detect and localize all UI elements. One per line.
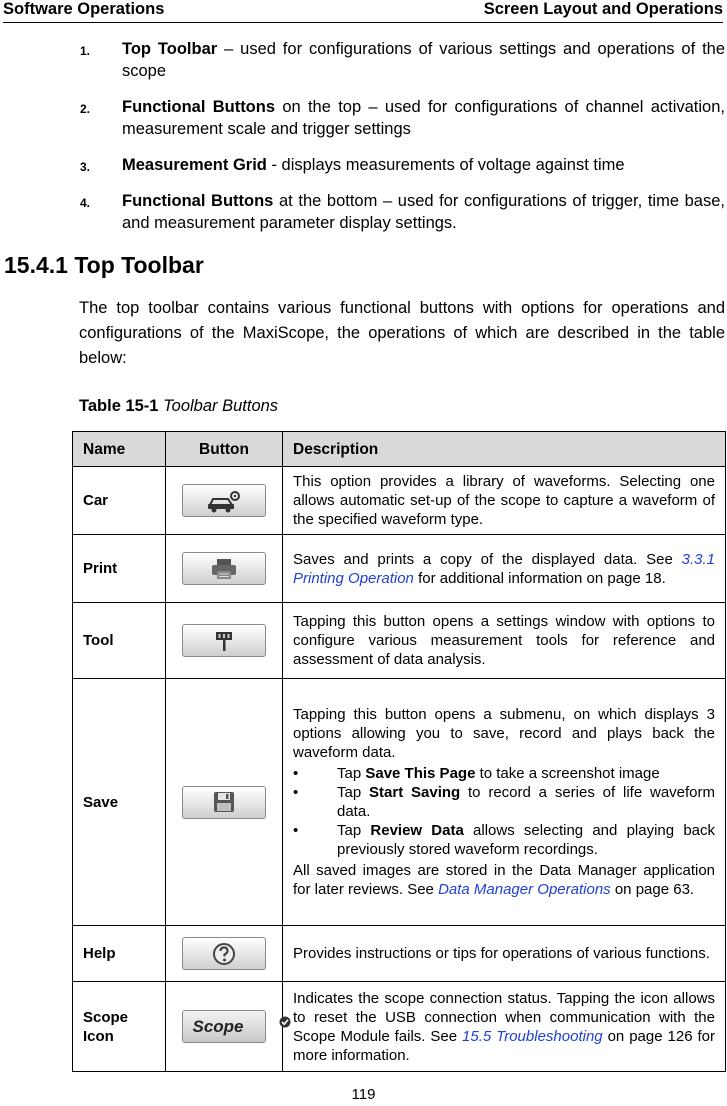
print-button[interactable] xyxy=(182,552,266,585)
row-description-end: on page 126 for more information. xyxy=(293,1027,715,1064)
troubleshooting-link[interactable]: 15.5 Troubleshooting xyxy=(462,1027,603,1045)
row-name: Car xyxy=(73,467,166,535)
list-item-bold: Top Toolbar xyxy=(122,40,218,58)
printer-icon xyxy=(209,557,239,581)
scope-button[interactable] xyxy=(182,1010,266,1043)
table-row xyxy=(73,926,726,982)
table-caption xyxy=(79,396,278,416)
header-right: Screen Layout and Operations xyxy=(483,0,723,18)
bullet-icon: • xyxy=(293,784,299,801)
scope-button-label: Scope xyxy=(192,1017,244,1036)
row-name: Print xyxy=(73,535,166,603)
table-row xyxy=(73,467,726,535)
list-item xyxy=(80,38,725,82)
tool-button[interactable] xyxy=(182,624,266,657)
row-name: Scope Icon xyxy=(73,982,166,1072)
list-number: 3. xyxy=(80,160,91,174)
table-row xyxy=(73,535,726,603)
scope-connection-icon xyxy=(183,1017,265,1036)
list-item xyxy=(293,764,715,783)
bullet-icon: • xyxy=(293,765,299,782)
bullet-bold: Start Saving xyxy=(369,784,461,801)
row-description: Provides instructions or tips for operations of various functions. xyxy=(283,926,726,982)
tool-icon xyxy=(212,629,236,653)
help-question-icon xyxy=(212,942,236,966)
save-outro-end: on page 63. xyxy=(610,881,695,898)
bullet-bold: Review Data xyxy=(370,822,464,839)
table-row xyxy=(73,679,726,926)
row-name: Save xyxy=(73,679,166,926)
row-description: Tapping this button opens a settings window with options to configure various measurement tools for reference and assessment of data analysis. xyxy=(283,603,726,679)
list-item xyxy=(80,96,725,140)
list-item-text: - displays measurements of voltage against time xyxy=(266,156,625,174)
row-description-end: for additional information on page 18. xyxy=(413,569,666,587)
column-header-description: Description xyxy=(283,432,726,467)
numbered-list xyxy=(80,38,725,248)
list-item-bold: Functional Buttons xyxy=(122,98,276,116)
bullet-text: Tap xyxy=(337,822,371,839)
section-title: 15.4.1 Top Toolbar xyxy=(4,252,204,278)
list-number: 2. xyxy=(80,102,91,116)
list-item xyxy=(80,154,725,176)
intro-paragraph: The top toolbar contains various functional buttons with options for operations and configurations of the MaxiScope, the operations of which are described in the table below: xyxy=(79,299,725,367)
bullet-text: Tap xyxy=(337,765,366,782)
table-caption-title: Toolbar Buttons xyxy=(163,397,279,415)
row-description: Saves and prints a copy of the displayed data. See xyxy=(293,550,682,568)
save-outro xyxy=(293,861,715,899)
save-outro-text: All saved images are stored in the Data Manager application for later reviews. See xyxy=(293,862,715,898)
table-header-row xyxy=(73,432,726,467)
toolbar-buttons-table xyxy=(72,431,726,1072)
bullet-text: to take a screenshot image xyxy=(475,765,660,782)
header-left: Software Operations xyxy=(3,0,165,18)
row-name: Help xyxy=(73,926,166,982)
list-item xyxy=(80,190,725,234)
list-item-text: – used for configurations of various settings and operations of the scope xyxy=(122,40,726,80)
list-item-text: on the top – used for configurations of channel activation, measurement scale and trigger settings xyxy=(122,98,725,138)
check-icon xyxy=(279,1016,291,1028)
bullet-text: Tap xyxy=(337,784,370,801)
row-name: Tool xyxy=(73,603,166,679)
list-number: 1. xyxy=(80,44,91,58)
list-item-text: at the bottom – used for configurations of trigger, time base, and measurement parameter display settings. xyxy=(122,192,725,232)
bullet-bold: Save This Page xyxy=(365,765,476,782)
list-number: 4. xyxy=(80,196,91,210)
list-item xyxy=(293,821,715,859)
bullet-icon: • xyxy=(293,822,299,839)
list-item-bold: Measurement Grid xyxy=(122,156,267,174)
list-item xyxy=(293,783,715,821)
column-header-name: Name xyxy=(73,432,166,467)
bullet-text: to record a series of life waveform data. xyxy=(337,784,716,820)
row-description: Indicates the scope connection status. Tapping the icon allows to reset the USB connection when communication with the Scope Module fails. See xyxy=(293,989,715,1045)
printing-operation-link[interactable]: 3.3.1 Printing Operation xyxy=(293,550,715,587)
row-description: This option provides a library of waveforms. Selecting one allows automatic set-up of the scope to capture a waveform of the specified waveform type. xyxy=(283,467,726,535)
list-item-bold: Functional Buttons xyxy=(122,192,274,210)
table-row xyxy=(73,982,726,1072)
page-header xyxy=(3,0,723,23)
floppy-disk-icon xyxy=(212,790,236,814)
car-button[interactable] xyxy=(182,484,266,517)
table-row xyxy=(73,603,726,679)
page-number: 119 xyxy=(351,1086,376,1103)
help-button[interactable] xyxy=(182,937,266,970)
data-manager-link[interactable]: Data Manager Operations xyxy=(438,881,611,898)
bullet-text: allows selecting and playing back previously stored waveform recordings. xyxy=(337,822,716,858)
save-button[interactable] xyxy=(182,786,266,819)
save-options-list xyxy=(293,764,715,859)
column-header-button: Button xyxy=(166,432,283,467)
save-intro: Tapping this button opens a submenu, on which displays 3 options allowing you to save, record and plays back the waveform data. xyxy=(293,706,715,761)
car-settings-icon xyxy=(204,489,244,513)
table-caption-label: Table 15-1 xyxy=(79,397,159,415)
